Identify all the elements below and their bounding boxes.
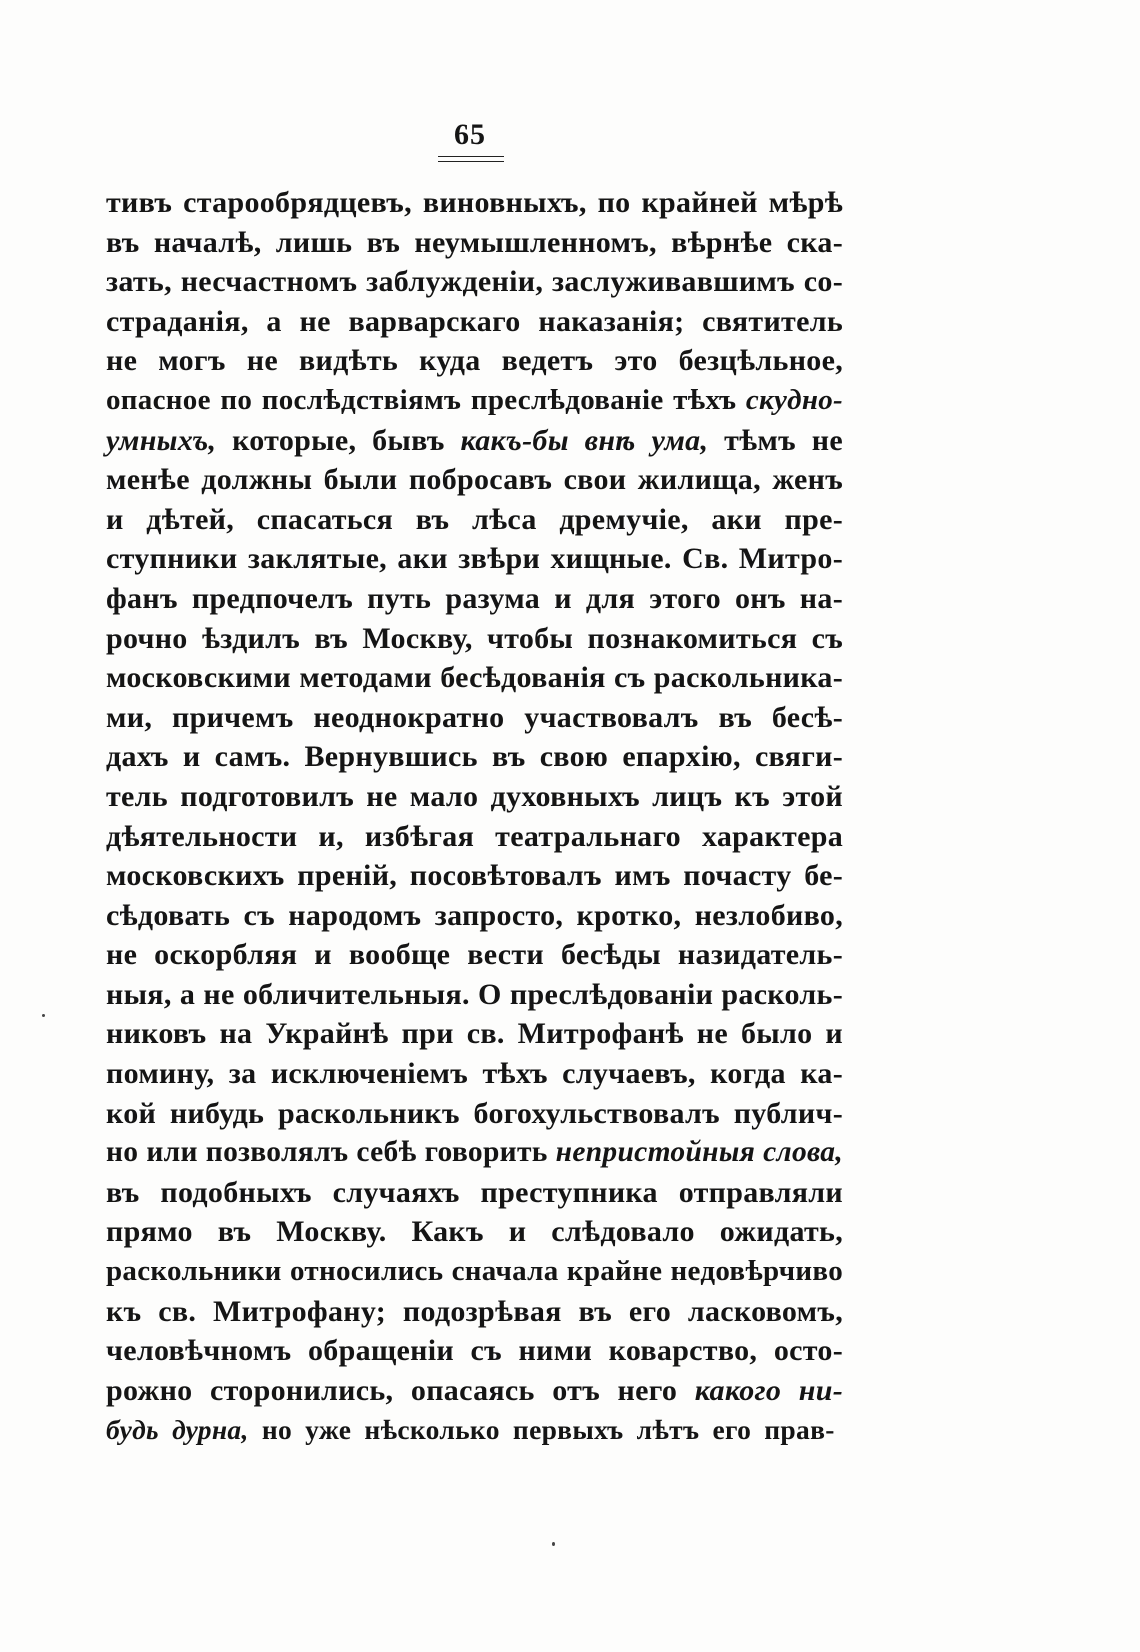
text-line xyxy=(106,1212,843,1252)
text-line xyxy=(106,579,843,619)
text-segment: никовъ на Украйнѣ при св. Митрофанѣ не было и xyxy=(106,1017,843,1051)
text-segment: въ подобныхъ случаяхъ преступника отправляли xyxy=(106,1175,843,1209)
text-line xyxy=(106,698,843,738)
text-segment: тѣмъ не xyxy=(708,423,843,457)
text-segment: московскихъ преній, посовѣтовалъ имъ почасту бе- xyxy=(106,859,843,893)
text-segment: къ св. Митрофану; подозрѣвая въ его ласковомъ, xyxy=(106,1294,843,1328)
text-segment: раскольники относились сначала крайне недовѣрчиво xyxy=(106,1255,843,1288)
page-number-rule-bottom xyxy=(438,161,504,162)
text-line xyxy=(106,1054,843,1094)
text-segment: не могъ не видѣть куда ведетъ это безцѣльное, xyxy=(106,344,843,378)
text-line xyxy=(106,421,843,461)
text-line xyxy=(106,1014,843,1054)
text-line xyxy=(106,381,843,421)
text-segment: которые, бывъ xyxy=(216,423,461,457)
italic-phrase: умныхъ, xyxy=(106,423,217,457)
text-line xyxy=(106,460,843,500)
text-line xyxy=(106,817,843,857)
text-segment: не оскорбляя и вообще вести бесѣды назидатель- xyxy=(106,938,843,972)
text-segment: сѣдовать съ народомъ запросто, кротко, незлобиво, xyxy=(106,898,843,932)
text-line xyxy=(106,183,843,223)
text-segment: кой нибудь раскольникъ богохульствовалъ публич- xyxy=(106,1096,843,1130)
italic-phrase: какъ-бы внѣ ума, xyxy=(460,423,709,457)
text-line xyxy=(106,1094,843,1134)
italic-phrase: какого ни- xyxy=(694,1373,843,1407)
text-line xyxy=(106,539,843,579)
text-segment: зать, несчастномъ заблужденіи, заслуживавшимъ со- xyxy=(106,265,843,299)
text-segment: и дѣтей, спасаться въ лѣса дремучіе, аки пре- xyxy=(106,502,843,536)
italic-phrase: скудно- xyxy=(745,383,843,416)
text-line xyxy=(106,1173,843,1213)
text-line xyxy=(106,341,843,381)
text-segment: ступники заклятые, аки звѣри хищные. Св. Митро- xyxy=(106,542,843,576)
italic-phrase: будь дурна, xyxy=(106,1414,249,1446)
text-line xyxy=(106,658,843,698)
print-speck xyxy=(42,1014,45,1017)
text-segment: ныя, а не обличительныя. О преслѣдованіи расколь- xyxy=(106,977,843,1011)
text-segment: помину, за исключеніемъ тѣхъ случаевъ, когда ка- xyxy=(106,1057,843,1091)
print-speck xyxy=(552,1542,555,1546)
text-segment: дахъ и самъ. Вернувшись въ свою епархію, свяги- xyxy=(106,740,843,774)
text-segment: рожно сторонились, опасаясь отъ него xyxy=(106,1373,695,1407)
text-segment: но уже нѣсколько первыхъ лѣтъ его прав- xyxy=(248,1414,835,1446)
text-segment: прямо въ Москву. Какъ и слѣдовало ожидать, xyxy=(106,1215,843,1249)
text-line xyxy=(106,1410,843,1450)
text-line xyxy=(106,1331,843,1371)
italic-phrase: непристойныя слова, xyxy=(555,1136,843,1169)
text-line xyxy=(106,619,843,659)
text-segment: ми, причемъ неоднократно участвовалъ въ бесѣ- xyxy=(106,700,843,734)
text-line xyxy=(106,302,843,342)
text-line xyxy=(106,1133,843,1173)
text-segment: рочно ѣздилъ въ Москву, чтобы познакомиться съ xyxy=(106,621,843,655)
text-line xyxy=(106,737,843,777)
text-line xyxy=(106,777,843,817)
text-line xyxy=(106,856,843,896)
text-segment: дѣятельности и, избѣгая театральнаго характера xyxy=(106,819,843,853)
text-line xyxy=(106,1371,843,1411)
text-line xyxy=(106,262,843,302)
text-segment: менѣе должны были побросавъ свои жилища, женъ xyxy=(106,463,843,497)
text-segment: тель подготовилъ не мало духовныхъ лицъ къ этой xyxy=(106,779,843,813)
text-line xyxy=(106,223,843,263)
text-line xyxy=(106,975,843,1015)
text-segment: человѣчномъ обращеніи съ ними коварство, осто- xyxy=(106,1334,843,1368)
text-line xyxy=(106,896,843,936)
text-line xyxy=(106,935,843,975)
text-segment: въ началѣ, лишь въ неумышленномъ, вѣрнѣе ска- xyxy=(106,225,843,259)
page-number-rule-top xyxy=(438,156,504,157)
text-line xyxy=(106,1252,843,1292)
text-segment: но или позволялъ себѣ говорить xyxy=(106,1136,556,1169)
text-segment: страданія, а не варварскаго наказанія; святитель xyxy=(106,304,843,338)
page-number: 65 xyxy=(454,118,486,151)
body-text xyxy=(106,183,843,1450)
text-segment: фанъ предпочелъ путь разума и для этого онъ на- xyxy=(106,581,843,615)
text-segment: московскими методами бесѣдованія съ раскольника- xyxy=(106,661,843,695)
text-line xyxy=(106,500,843,540)
text-line xyxy=(106,1292,843,1332)
text-segment: тивъ старообрядцевъ, виновныхъ, по крайней мѣрѣ xyxy=(106,186,843,219)
text-segment: опасное по послѣдствіямъ преслѣдованіе тѣхъ xyxy=(106,383,746,416)
